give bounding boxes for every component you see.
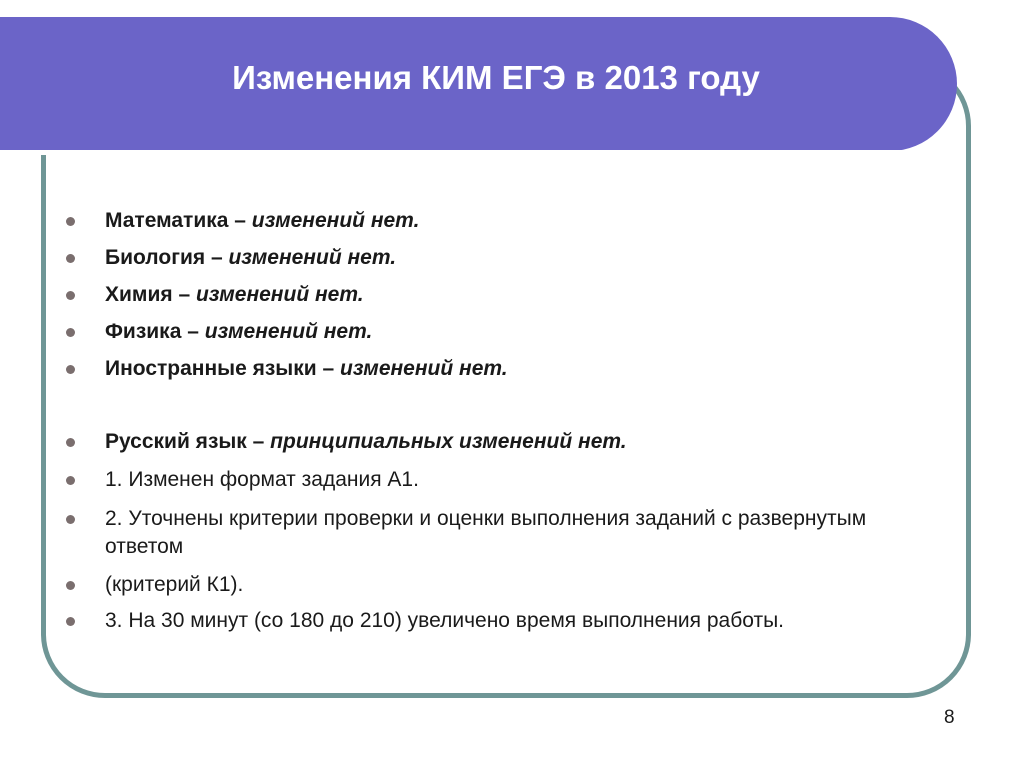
detail-text: (критерий К1). — [105, 573, 244, 596]
bullet-icon — [66, 291, 75, 300]
detail-text: 2. Уточнены критерии проверки и оценки выполнения заданий с развернутым ответом — [105, 507, 867, 558]
bullet-icon — [66, 515, 75, 524]
title-banner — [0, 17, 957, 151]
bullet-icon — [66, 476, 75, 485]
banner-underline — [0, 150, 905, 155]
bullet-icon — [66, 365, 75, 374]
subject-label: Биология – — [105, 246, 229, 269]
subject-label: Русский язык – — [105, 430, 271, 453]
page-number: 8 — [944, 707, 955, 728]
subject-label: Математика – — [105, 209, 252, 232]
bullet-icon — [66, 328, 75, 337]
bullet-icon — [66, 438, 75, 447]
change-note: изменений нет. — [195, 283, 364, 306]
detail-text: 1. Изменен формат задания А1. — [105, 468, 419, 491]
subject-label: Физика – — [105, 320, 205, 343]
detail-text: 3. На 30 минут (со 180 до 210) увеличено время выполнения работы. — [105, 609, 785, 632]
bullet-icon — [66, 581, 75, 590]
bullet-icon — [66, 217, 75, 226]
change-note: принципиальных изменений нет. — [270, 430, 627, 453]
subject-label: Иностранные языки – — [105, 357, 341, 380]
bullet-icon — [66, 617, 75, 626]
change-note: изменений нет. — [251, 209, 420, 232]
change-note: изменений нет. — [228, 246, 397, 269]
change-note: изменений нет. — [204, 320, 373, 343]
bullet-icon — [66, 254, 75, 263]
change-note: изменений нет. — [340, 357, 508, 380]
slide-title: Изменения КИМ ЕГЭ в 2013 году — [232, 59, 760, 96]
subject-label: Химия – — [105, 283, 196, 306]
